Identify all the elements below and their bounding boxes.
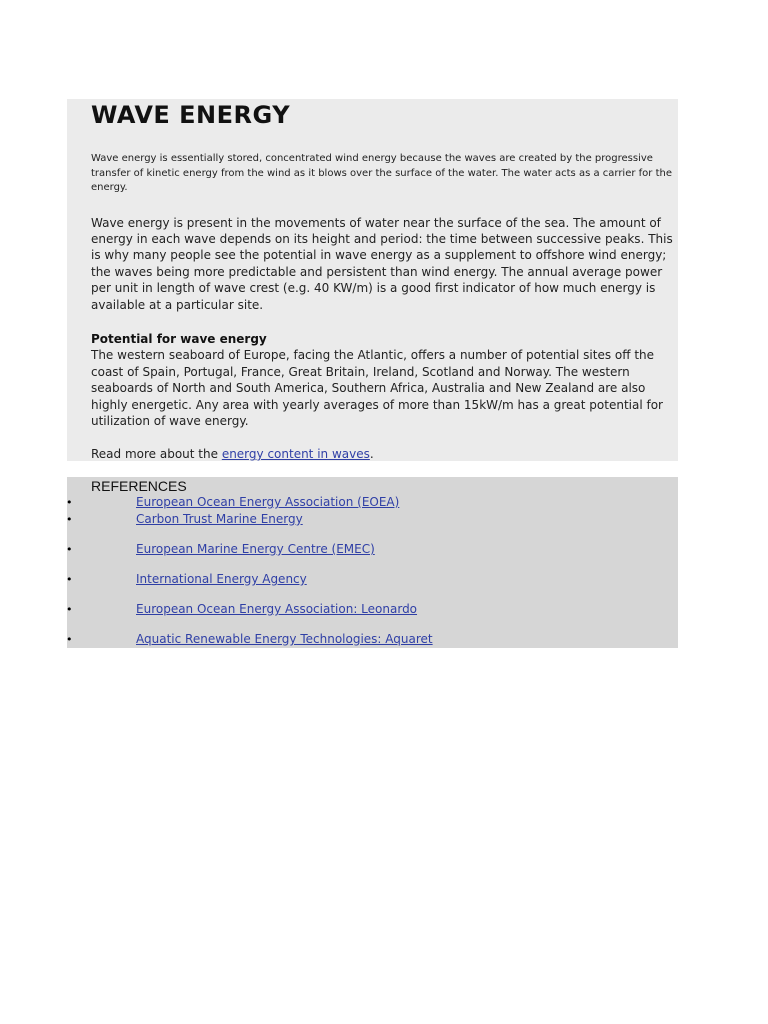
reference-link-carbon-trust[interactable]: Carbon Trust Marine Energy (136, 512, 303, 526)
reference-link-eoea[interactable]: European Ocean Energy Association (EOEA) (136, 495, 400, 509)
reference-link-leonardo[interactable]: European Ocean Energy Association: Leonardo (136, 602, 418, 616)
reference-item (0, 631, 768, 648)
reference-item (0, 541, 768, 558)
references-title: REFERENCES (91, 478, 187, 494)
reference-link-aquaret[interactable]: Aquatic Renewable Energy Technologies: Aquaret (136, 632, 433, 646)
reference-item (0, 494, 768, 511)
reference-link-iea[interactable]: International Energy Agency (136, 572, 307, 586)
body-paragraph-2: The western seaboard of Europe, facing the Atlantic, offers a number of potential sites off the coast of Spain, Portugal, France, Great Britain, Ireland, Scotland and Norway. The western seaboards of North and South America, Southern Africa, Australia and New Zealand are also highly energetic. Any area with yearly averages of more than 15kW/m has a great potential for utilization of wave energy. (91, 348, 663, 428)
reference-item (0, 571, 768, 588)
article-content (91, 99, 676, 463)
read-more-suffix: . (369, 447, 374, 462)
bullet-icon: • (66, 496, 73, 509)
bullet-icon: • (66, 603, 73, 616)
intro-paragraph: Wave energy is essentially stored, concentrated wind energy because the waves are created by the progressive transfer of kinetic energy from the wind as it blows over the surface of the water. The water acts as a carrier for the energy. (91, 153, 672, 193)
bullet-icon: • (66, 633, 73, 646)
read-more-line (91, 446, 676, 462)
reference-item (0, 601, 768, 618)
section-heading: Potential for wave energy (91, 331, 267, 346)
reference-link-emec[interactable]: European Marine Energy Centre (EMEC) (136, 542, 375, 556)
bullet-icon: • (66, 573, 73, 586)
read-more-prefix: Read more about the (91, 447, 222, 462)
bullet-icon: • (66, 513, 73, 526)
page-title: WAVE ENERGY (91, 101, 291, 129)
reference-item (0, 511, 768, 528)
bullet-icon: • (66, 543, 73, 556)
energy-content-link[interactable]: energy content in waves (221, 447, 370, 462)
body-paragraph-1: Wave energy is present in the movements of water near the surface of the sea. The amount of energy in each wave depends on its height and period: the time between successive peaks. This is why many people see the potential in wave energy as a supplement to offshore wind energy; the waves being more predictable and persistent than wind energy. The annual average power per unit in length of wave crest (e.g. 40 KW/m) is a good first indicator of how much energy is available at a particular site. (91, 215, 673, 312)
